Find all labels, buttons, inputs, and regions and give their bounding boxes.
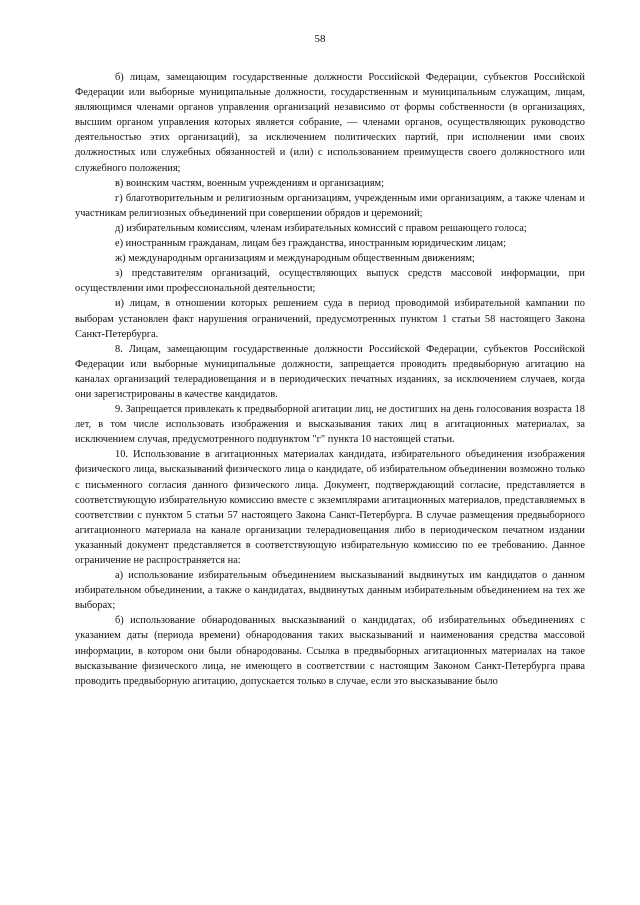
document-body [75, 70, 585, 689]
paragraph-item-b-officials: б) лицам, замещающим государственные должности Российской Федерации, субъектов Российской Федерации или выборные муниципальные должности, государственным и муниципальным служащим, лицам, являющимся членами органов управления организаций независимо от формы собственности (в организациях, высшим органом управления которых является собрание, — членами органов, осуществляющих руководство деятельностью этих организаций), за исключением политических партий, при исполнении ими своих должностных или служебных обязанностей и (или) с использованием преимуществ своего должностного или служебного положения; [75, 72, 585, 174]
paragraph-point-10-item-a: а) использование избирательным объединением высказываний выдвинутых им кандидатов о данном избирательном объединении, а также о кандидатах, выдвинутых данным избирательным объединением на тех же выборах; [75, 570, 585, 612]
paragraph-item-i-court: и) лицам, в отношении которых решением суда в период проводимой избирательной кампании по выборам установлен факт нарушения ограничений, предусмотренных пунктом 1 статьи 58 настоящего Закона Санкт-Петербурга. [75, 298, 585, 340]
paragraph-item-d-commissions: д) избирательным комиссиям, членам избирательных комиссий с правом решающего голоса; [115, 222, 527, 234]
paragraph-item-g-religious: г) благотворительным и религиозным организациям, учрежденным ими организациям, а также членам и участникам религиозных объединений при совершении обрядов и церемоний; [75, 192, 585, 219]
paragraph-item-z-media: з) представителям организаций, осуществляющих выпуск средств массовой информации, при осуществлении ими профессиональной деятельности; [75, 268, 585, 295]
paragraph-point-10-item-b: б) использование обнародованных высказываний о кандидатах, об избирательных объединениях с указанием даты (периода времени) обнародования таких высказываний и наименования средства массовой информации, в котором они были обнародованы. Ссылка в предвыборных агитационных материалах на такое высказывание физического лица, не имеющего в соответствии с настоящим Законом Санкт-Петербурга права проводить предвыборную агитацию, допускается только в случае, если это высказывание было [75, 615, 585, 687]
page-number: 58 [314, 33, 326, 45]
paragraph-point-8: 8. Лицам, замещающим государственные должности Российской Федерации, субъектов Российской Федерации или выборные муниципальные должности, запрещается проводить предвыборную агитацию на каналах организаций телерадиовещания и в периодических печатных изданиях, за исключением случаев, когда они зарегистрированы в качестве кандидатов. [75, 343, 585, 400]
paragraph-point-9: 9. Запрещается привлекать к предвыборной агитации лиц, не достигших на день голосования возраста 18 лет, в том числе использовать изображения и высказывания таких лиц в агитационных материалах, за исключением случая, предусмотренного подпунктом "г" пункта 10 настоящей статьи. [75, 404, 585, 446]
paragraph-item-e-foreigners: е) иностранным гражданам, лицам без гражданства, иностранным юридическим лицам; [115, 238, 506, 250]
paragraph-item-v-military: в) воинским частям, военным учреждениям и организациям; [115, 177, 384, 189]
paragraph-item-zh-international: ж) международным организациям и международным общественным движениям; [115, 253, 475, 265]
paragraph-point-10: 10. Использование в агитационных материалах кандидата, избирательного объединения изображения физического лица, высказываний физического лица о кандидате, об избирательном объединении возможно только с письменного согласия данного физического лица. Документ, подтверждающий согласие, представляется в соответствующую избирательную комиссию вместе с экземплярами агитационных материалов, представляемых в соответствии с пунктом 5 статьи 57 настоящего Закона Санкт-Петербурга. В случае размещения предвыборного агитационного материала на канале организации телерадиовещания либо в периодическом печатном издании указанный документ представляется в соответствующую избирательную комиссию по ее требованию. Данное ограничение не распространяется на: [75, 449, 585, 566]
